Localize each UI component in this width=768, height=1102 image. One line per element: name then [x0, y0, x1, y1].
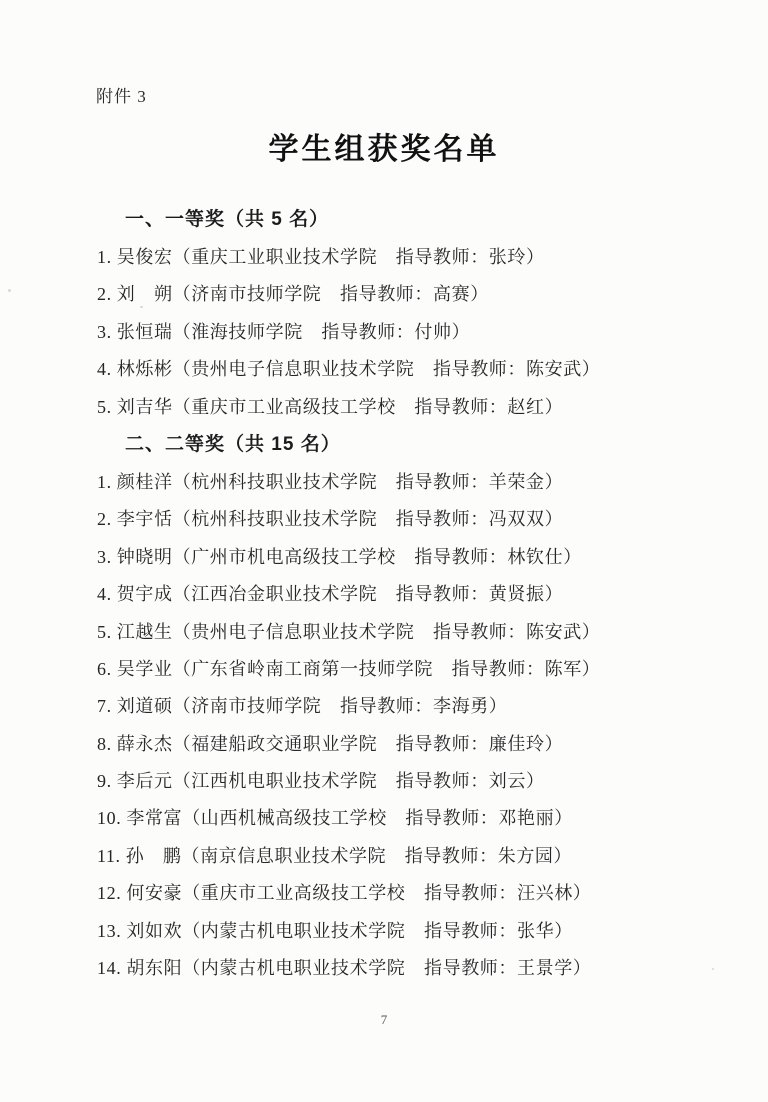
list-item: 12. 何安豪（重庆市工业高级技工学校 指导教师：汪兴林） [97, 883, 592, 904]
list-item: 1. 吴俊宏（重庆工业职业技术学院 指导教师：张玲） [97, 247, 545, 267]
list-item: 11. 孙 鹏（南京信息职业技术学院 指导教师：朱方园） [97, 845, 573, 866]
attachment-label: 附件 3 [96, 87, 147, 106]
section-heading-second-prize: 二、二等奖（共 15 名） [125, 433, 341, 455]
list-item: 1. 颜桂洋（杭州科技职业技术学院 指导教师：羊荣金） [97, 471, 564, 492]
list-item: 6. 吴学业（广东省岭南工商第一技师学院 指导教师：陈军） [97, 658, 601, 679]
list-item: 2. 刘 朔（济南市技师学院 指导教师：高赛） [97, 284, 489, 305]
list-item: 8. 薛永杰（福建船政交通职业学院 指导教师：廉佳玲） [97, 733, 564, 754]
list-item: 5. 刘吉华（重庆市工业高级技工学校 指导教师：赵红） [97, 396, 564, 417]
document-body [97, 201, 712, 987]
list-item: 13. 刘如欢（内蒙古机电职业技术学院 指导教师：张华） [97, 920, 573, 941]
page-number: 7 [380, 1012, 388, 1027]
section-heading-first-prize: 一、一等奖（共 5 名） [125, 209, 330, 230]
list-item: 2. 李宇恬（杭州科技职业技术学院 指导教师：冯双双） [97, 509, 564, 530]
list-item: 4. 林烁彬（贵州电子信息职业技术学院 指导教师：陈安武） [97, 359, 601, 380]
list-item: 7. 刘道硕（济南市技师学院 指导教师：李海勇） [97, 696, 508, 717]
page-title: 学生组获奖名单 [268, 133, 500, 166]
list-item: 5. 江越生（贵州电子信息职业技术学院 指导教师：陈安武） [97, 621, 601, 642]
scan-speck [140, 306, 143, 308]
list-item: 9. 李后元（江西机电职业技术学院 指导教师：刘云） [97, 771, 545, 792]
list-item: 10. 李常富（山西机械高级技工学校 指导教师：邓艳丽） [97, 808, 573, 829]
list-item: 4. 贺宇成（江西冶金职业技术学院 指导教师：黄贤振） [97, 584, 564, 605]
list-item: 3. 钟晓明（广州市机电高级技工学校 指导教师：林钦仕） [97, 546, 582, 567]
scan-speck [8, 289, 11, 292]
scan-speck [712, 968, 714, 970]
list-item: 14. 胡东阳（内蒙古机电职业技术学院 指导教师：王景学） [97, 958, 592, 979]
list-item: 3. 张恒瑞（淮海技师学院 指导教师：付帅） [97, 321, 471, 342]
